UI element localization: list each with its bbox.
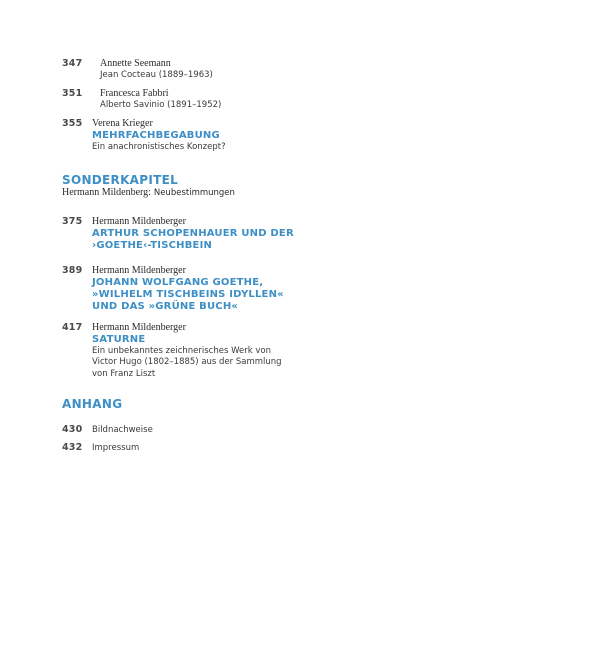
entry-label: Impressum (92, 443, 140, 453)
section-heading-anhang: ANHANG (62, 397, 123, 411)
page-number: 389 (62, 265, 83, 276)
entry-title: MEHRFACHBEGABUNG (92, 129, 220, 141)
entry-subtitle: Alberto Savinio (1891–1952) (100, 99, 222, 110)
entry-subtitle-line: Ein unbekanntes zeichnerisches Werk von (92, 345, 271, 356)
entry-label: Bildnachweise (92, 425, 153, 435)
entry-title-line: ARTHUR SCHOPENHAUER UND DER (92, 227, 294, 239)
entry-title-line: »WILHELM TISCHBEINS IDYLLEN« (92, 288, 284, 300)
entry-title-line: UND DAS »GRÜNE BUCH« (92, 300, 239, 312)
page-number: 375 (62, 216, 83, 227)
section-heading-sonderkapitel: SONDERKAPITEL (62, 173, 179, 187)
entry-title-line: JOHANN WOLFGANG GOETHE, (92, 276, 264, 288)
entry-author: Francesca Fabbri (100, 88, 169, 99)
entry-title-line: ›GOETHE‹-TISCHBEIN (92, 239, 213, 251)
page-number: 355 (62, 118, 83, 129)
page-number: 351 (62, 88, 83, 99)
entry-subtitle-line: Victor Hugo (1802–1885) aus der Sammlung (92, 357, 282, 367)
page-number: 432 (62, 442, 83, 453)
section-sub-text: Neubestimmungen (153, 188, 235, 198)
page-number: 417 (62, 322, 83, 333)
entry-author: Hermann Mildenberger (92, 216, 186, 227)
section-sub-author: Hermann Mildenberg: (62, 187, 151, 198)
page-number: 430 (62, 424, 83, 435)
entry-subtitle: Ein anachronistisches Konzept? (92, 141, 226, 152)
page-number: 347 (62, 58, 83, 69)
entry-author: Verena Krieger (92, 118, 153, 129)
entry-subtitle: Jean Cocteau (1889–1963) (100, 69, 213, 80)
entry-author: Annette Seemann (100, 58, 171, 69)
toc-entry-430[interactable] (62, 424, 153, 435)
section-subtitle (62, 187, 235, 198)
entry-subtitle-line: von Franz Liszt (92, 368, 156, 379)
toc-entry-432[interactable] (62, 442, 139, 453)
entry-author: Hermann Mildenberger (92, 265, 186, 276)
entry-author: Hermann Mildenberger (92, 322, 186, 333)
entry-title: SATURNE (92, 333, 146, 345)
